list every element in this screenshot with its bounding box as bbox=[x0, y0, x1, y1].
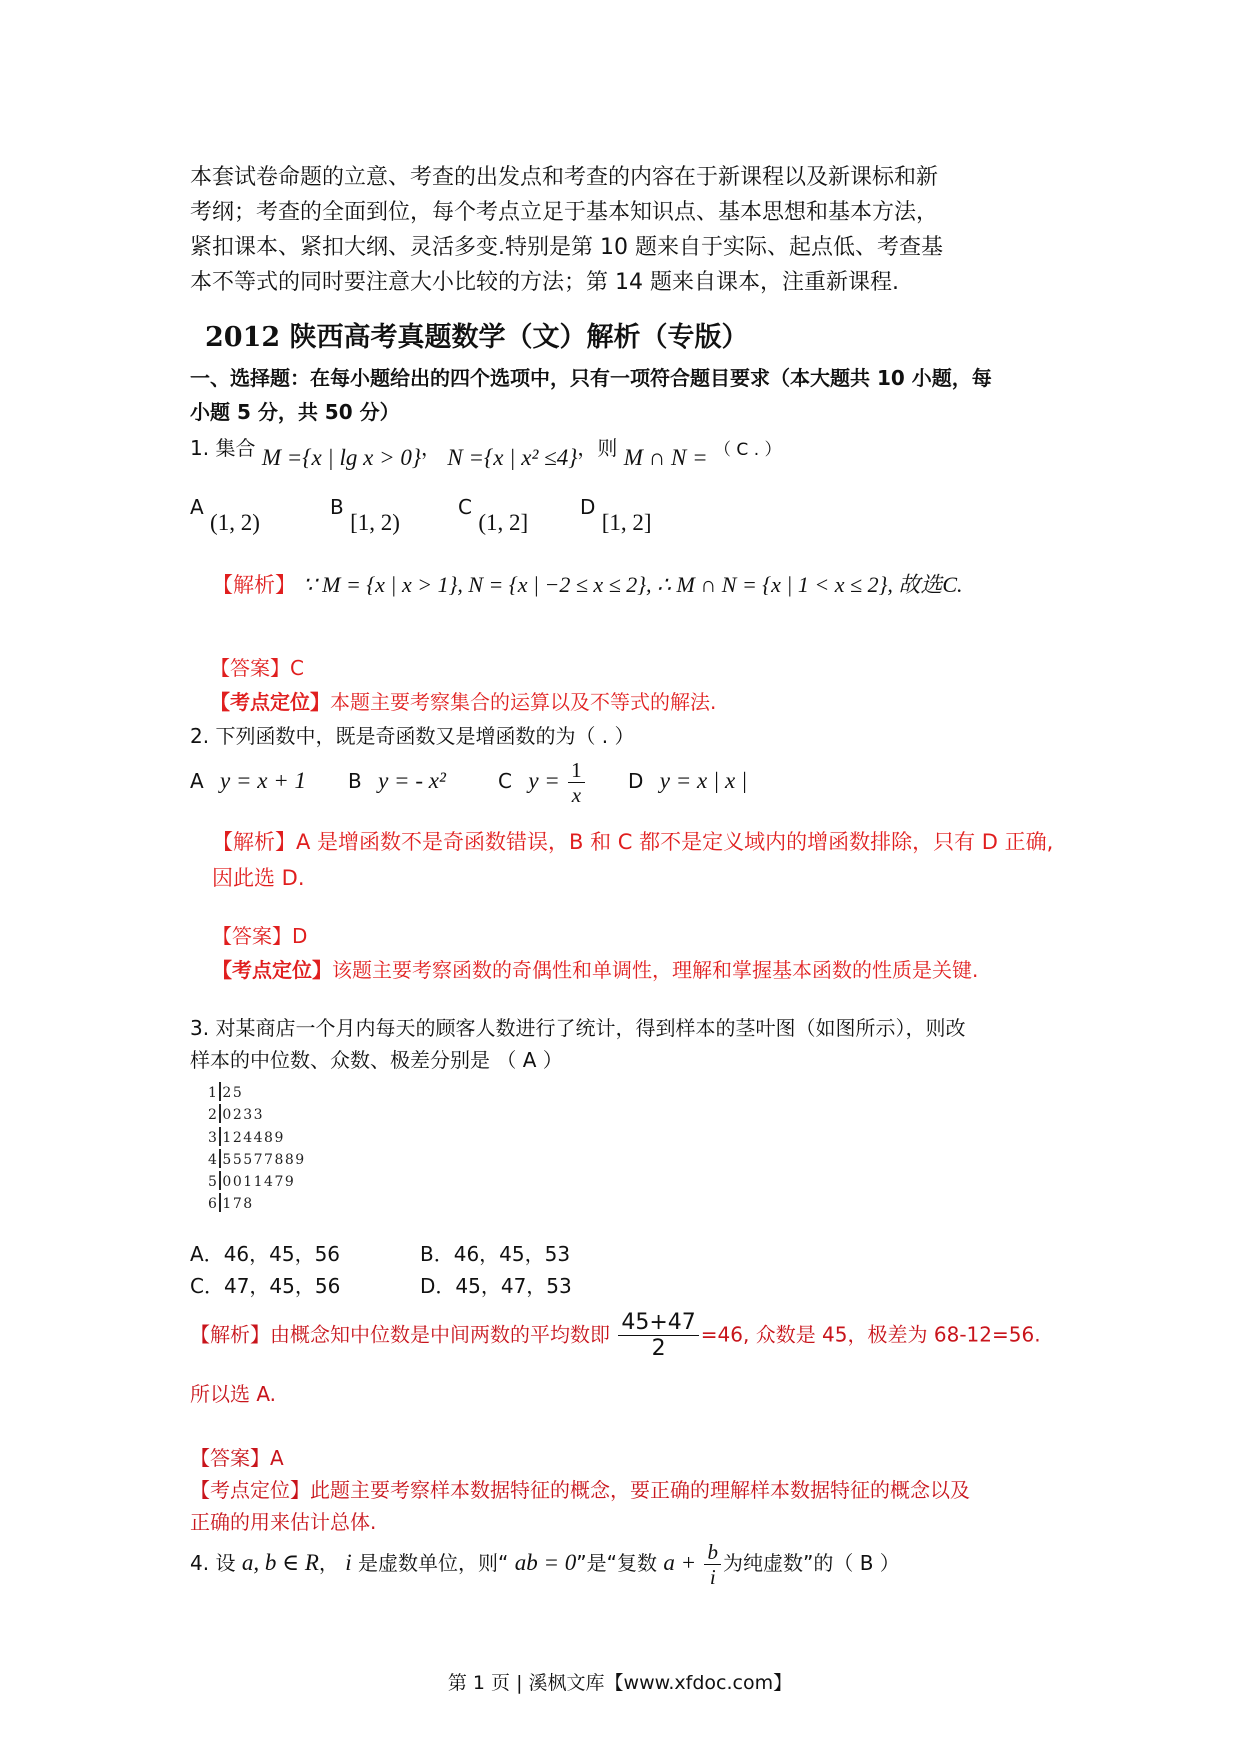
document-title: 2012 陕西高考真题数学（文）解析（专版） bbox=[205, 322, 749, 353]
stem-leaf-row: 3 124489 bbox=[208, 1127, 306, 1149]
q3-analysis: 【解析】由概念知中位数是中间两数的平均数即 $\frac{45+47}{2}$ =46, 众数是 45，极差为 68-12=56. bbox=[190, 1310, 1041, 1362]
q3-option-a: A．46，45，56 bbox=[190, 1242, 341, 1266]
q1-option-d: D [1, 2] bbox=[580, 495, 652, 535]
q1-answer: 【答案】C bbox=[210, 656, 304, 680]
q1-analysis-label: 【解析】 bbox=[212, 573, 296, 597]
q1-number: 1. 集合 bbox=[190, 436, 256, 460]
stem-leaf-row: 5 0011479 bbox=[208, 1171, 306, 1193]
question-3-stem: 3. 对某商店一个月内每天的顾客人数进行了统计，得到样本的茎叶图（如图所示），则改 样本的中位数、众数、极差分别是 （ A ） bbox=[190, 1016, 966, 1072]
q2-option-b: B y = - x² bbox=[348, 768, 446, 793]
q3-option-c: C．47，45，56 bbox=[190, 1274, 341, 1298]
intro-line: 紧扣课本、紧扣大纲、灵活多变.特别是第 10 题来自于实际、起点低、考查基 bbox=[190, 235, 943, 260]
q1-analysis bbox=[212, 568, 963, 599]
q2-answer: 【答案】D bbox=[212, 924, 308, 948]
q1-set-n: N ={x | x² ≤4} bbox=[447, 445, 578, 470]
intro-paragraph bbox=[190, 160, 943, 300]
question-2-stem: 2. 下列函数中，既是奇函数又是增函数的为（ . ） bbox=[190, 724, 635, 748]
section-heading-line2: 小题 5 分，共 50 分） bbox=[190, 400, 400, 424]
stem-leaf-row: 1 25 bbox=[208, 1082, 306, 1104]
q2-option-a: A y = x + 1 bbox=[190, 768, 307, 793]
stem-leaf-row: 4 55577889 bbox=[208, 1149, 306, 1171]
stem-leaf-row: 2 0233 bbox=[208, 1104, 306, 1126]
intro-line: 本套试卷命题的立意、考查的出发点和考查的内容在于新课程以及新课标和新 bbox=[190, 165, 939, 190]
q2-point: 【考点定位】该题主要考察函数的奇偶性和单调性，理解和掌握基本函数的性质是关键. bbox=[212, 958, 979, 982]
q1-option-a: A (1, 2) bbox=[190, 495, 260, 535]
stem-leaf-row: 6 178 bbox=[208, 1193, 306, 1215]
page-footer: 第 1 页 | 溪枫文库【www.xfdoc.com】 bbox=[447, 1672, 793, 1694]
question-1-stem bbox=[190, 432, 782, 470]
q3-analysis-label: 【解析】 bbox=[190, 1322, 270, 1347]
q3-answer: 【答案】A bbox=[190, 1446, 284, 1470]
q3-analysis-line2: 所以选 A. bbox=[190, 1382, 277, 1406]
q2-option-c-fraction: $\frac{1}{x}$ bbox=[568, 758, 585, 807]
q1-analysis-text: ∵ M = {x | x > 1}, N = {x | −2 ≤ x ≤ 2}, ∴ M ∩ N = {x | 1 < x ≤ 2}, 故选C. bbox=[302, 572, 963, 597]
q1-option-c: C (1, 2] bbox=[458, 495, 529, 535]
q1-option-b: B [1, 2) bbox=[330, 495, 400, 535]
q3-option-d: D．45，47，53 bbox=[420, 1274, 572, 1298]
q1-comma: ， bbox=[421, 436, 442, 460]
section-heading-line1: 一、选择题：在每小题给出的四个选项中，只有一项符合题目要求（本大题共 10 小题，每 bbox=[190, 366, 992, 390]
q1-intersection: M ∩ N = bbox=[623, 445, 708, 470]
q2-analysis-label: 【解析】 bbox=[212, 830, 296, 854]
q3-analysis-fraction: $\frac{45+47}{2}$ bbox=[618, 1310, 698, 1362]
intro-line: 本不等式的同时要注意大小比较的方法；第 14 题来自课本，注重新课程. bbox=[190, 270, 899, 295]
stem-leaf-plot bbox=[208, 1082, 306, 1216]
q4-fraction: $\frac{b}{i}$ bbox=[704, 1540, 721, 1589]
q3-point: 【考点定位】此题主要考察样本数据特征的概念，要正确的理解样本数据特征的概念以及 正确的用来估计总体. bbox=[190, 1478, 970, 1534]
q1-answer-mark: （ C . ） bbox=[714, 440, 782, 460]
q2-analysis: 【解析】A 是增函数不是奇函数错误，B 和 C 都不是定义域内的增函数排除，只有 D 正确, 因此选 D. bbox=[212, 830, 1054, 890]
q3-option-b: B．46，45，53 bbox=[420, 1242, 571, 1266]
q2-option-d: D y = x | x | bbox=[628, 768, 748, 793]
intro-line: 考纲；考查的全面到位，每个考点立足于基本知识点、基本思想和基本方法， bbox=[190, 200, 939, 225]
question-4-stem: 4. 设 a, b ∈ R， i 是虚数单位，则“ ab = 0”是“复数 a + $\frac{b}{i}$ 为纯虚数”的（ B ） bbox=[190, 1540, 900, 1590]
q2-option-c: C y = $\frac{1}{x}$ bbox=[498, 758, 587, 807]
q1-point: 【考点定位】本题主要考察集合的运算以及不等式的解法. bbox=[210, 690, 717, 714]
q1-set-m: M ={x | lg x > 0} bbox=[261, 445, 422, 470]
q1-then: ，则 bbox=[577, 436, 618, 460]
